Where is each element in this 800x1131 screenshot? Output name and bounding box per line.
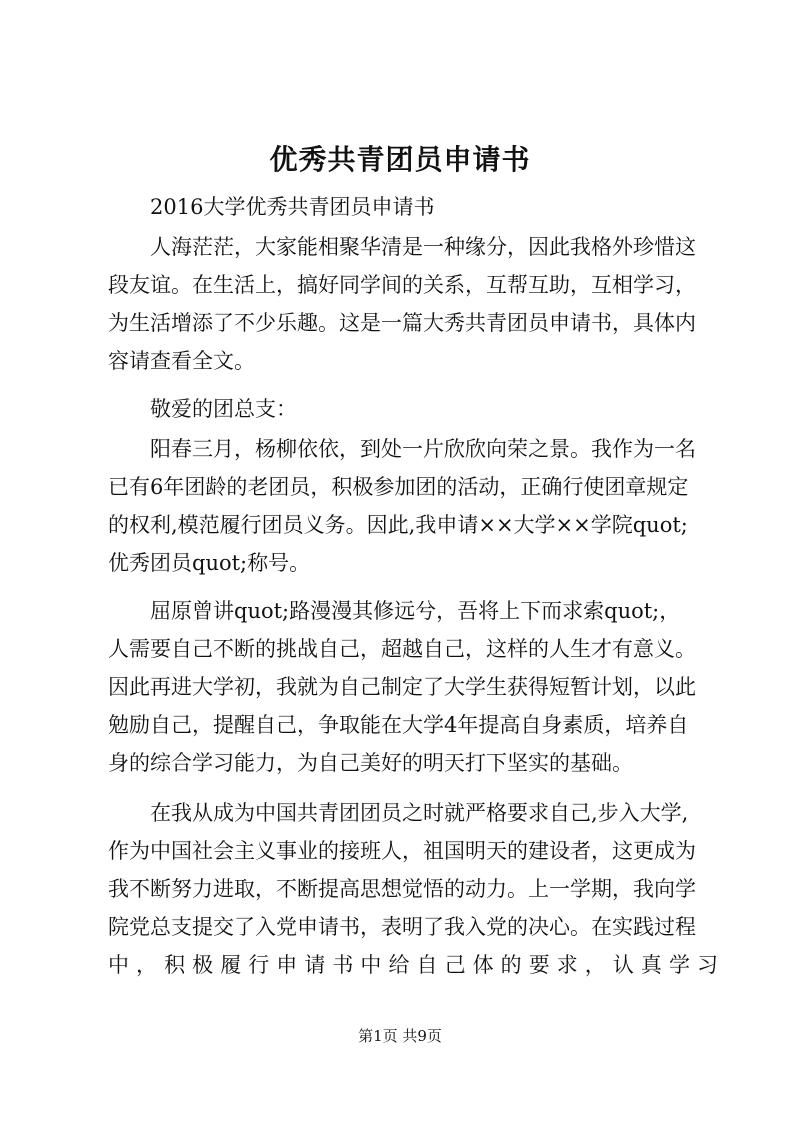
paragraph3-line-1: 在我从成为中国共青团团员之时就严格要求自己,步入大学, (150, 801, 689, 825)
intro-line-4: 容请查看全文。 (108, 349, 255, 373)
paragraph2-line-1: 屈原曾讲quot;路漫漫其修远兮，吾将上下而求索quot;， (150, 599, 681, 623)
paragraph1-line-2: 已有6年团龄的老团员，积极参加团的活动，正确行使团章规定 (108, 475, 689, 499)
paragraph1-line-4: 优秀团员quot;称号。 (108, 551, 311, 575)
document-subtitle: 2016大学优秀共青团员申请书 (150, 195, 435, 219)
paragraph1-line-1: 阳春三月，杨柳依依，到处一片欣欣向荣之景。我作为一名 (150, 437, 696, 461)
paragraph2-line-5: 身的综合学习能力，为自己美好的明天打下坚实的基础。 (108, 751, 633, 775)
salutation: 敬爱的团总支： (150, 397, 297, 421)
paragraph3-line-4: 院党总支提交了入党申请书，表明了我入党的决心。在实践过程 (108, 915, 696, 939)
paragraph3-line-5: 中，积极履行申请书中给自己体的要求，认真学习 (108, 953, 718, 977)
paragraph2-line-3: 因此再进大学初，我就为自己制定了大学生获得短暂计划，以此 (108, 675, 696, 699)
intro-line-1: 人海茫茫，大家能相聚华清是一种缘分，因此我格外珍惜这 (150, 235, 696, 259)
paragraph2-line-2: 人需要自己不断的挑战自己，超越自己，这样的人生才有意义。 (108, 637, 696, 661)
paragraph3-line-3: 我不断努力进取，不断提高思想觉悟的动力。上一学期，我向学 (108, 877, 696, 901)
page-number-footer: 第1页 共9页 (358, 1027, 442, 1045)
paragraph1-line-3: 的权利,模范履行团员义务。因此,我申请××大学××学院quot; (108, 513, 688, 537)
intro-line-2: 段友谊。在生活上，搞好同学间的关系，互帮互助，互相学习， (108, 273, 696, 297)
paragraph3-line-2: 作为中国社会主义事业的接班人，祖国明天的建设者，这更成为 (108, 839, 696, 863)
intro-line-3: 为生活增添了不少乐趣。这是一篇大秀共青团员申请书，具体内 (108, 311, 696, 335)
paragraph2-line-4: 勉励自己，提醒自己，争取能在大学4年提高自身素质，培养自 (108, 713, 689, 737)
document-title: 优秀共青团员申请书 (269, 143, 531, 176)
